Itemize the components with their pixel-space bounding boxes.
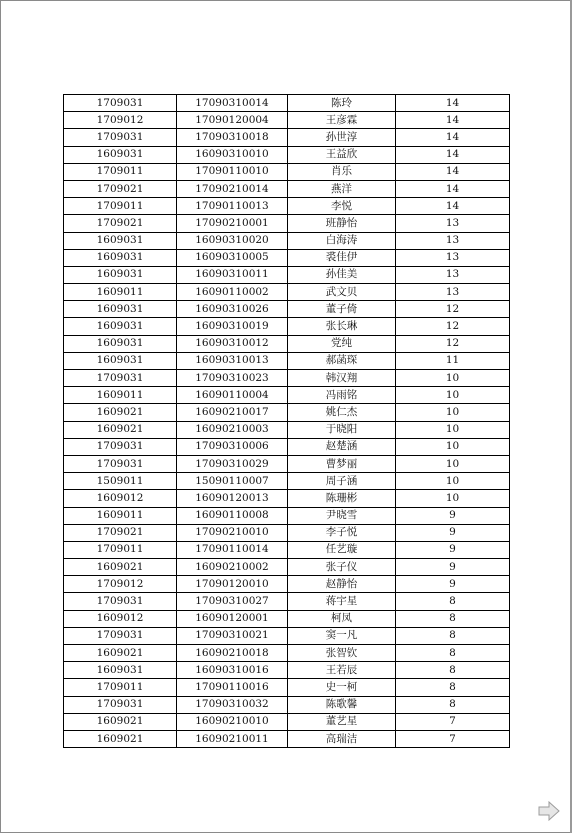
class-code-cell: 1609021 bbox=[64, 730, 177, 747]
score-cell: 9 bbox=[396, 507, 510, 524]
student-name-cell: 韩汉翔 bbox=[288, 370, 396, 387]
student-name-cell: 任艺璇 bbox=[288, 541, 396, 558]
score-cell: 8 bbox=[396, 696, 510, 713]
class-code-cell: 1609031 bbox=[64, 232, 177, 249]
student-name-cell: 孙世淳 bbox=[288, 129, 396, 146]
student-name-cell: 赵静怡 bbox=[288, 576, 396, 593]
student-id-cell: 17090310023 bbox=[177, 370, 288, 387]
table-row bbox=[64, 129, 510, 146]
student-id-cell: 16090210003 bbox=[177, 421, 288, 438]
student-name-cell: 裘佳伊 bbox=[288, 249, 396, 266]
table-row bbox=[64, 610, 510, 627]
student-id-cell: 17090110013 bbox=[177, 198, 288, 215]
score-cell: 10 bbox=[396, 387, 510, 404]
student-name-cell: 张智钦 bbox=[288, 645, 396, 662]
score-cell: 8 bbox=[396, 593, 510, 610]
student-name-cell: 陈玲 bbox=[288, 95, 396, 112]
student-name-cell: 蒋宇星 bbox=[288, 593, 396, 610]
student-name-cell: 肖乐 bbox=[288, 163, 396, 180]
student-name-cell: 李悦 bbox=[288, 198, 396, 215]
student-id-cell: 16090310012 bbox=[177, 335, 288, 352]
score-cell: 13 bbox=[396, 266, 510, 283]
class-code-cell: 1609031 bbox=[64, 335, 177, 352]
table-row bbox=[64, 284, 510, 301]
student-name-cell: 董艺星 bbox=[288, 713, 396, 730]
student-id-cell: 17090310027 bbox=[177, 593, 288, 610]
student-name-cell: 尹晓雪 bbox=[288, 507, 396, 524]
class-code-cell: 1609011 bbox=[64, 284, 177, 301]
student-id-cell: 16090310020 bbox=[177, 232, 288, 249]
student-id-cell: 16090210011 bbox=[177, 730, 288, 747]
student-id-cell: 16090310019 bbox=[177, 318, 288, 335]
class-code-cell: 1709012 bbox=[64, 576, 177, 593]
score-cell: 13 bbox=[396, 249, 510, 266]
class-code-cell: 1709031 bbox=[64, 95, 177, 112]
table-row bbox=[64, 576, 510, 593]
class-code-cell: 1609031 bbox=[64, 352, 177, 369]
class-code-cell: 1609021 bbox=[64, 713, 177, 730]
student-name-cell: 孙佳美 bbox=[288, 266, 396, 283]
score-cell: 12 bbox=[396, 335, 510, 352]
class-code-cell: 1609031 bbox=[64, 662, 177, 679]
class-code-cell: 1609031 bbox=[64, 318, 177, 335]
student-name-cell: 赵楚涵 bbox=[288, 438, 396, 455]
table-row bbox=[64, 404, 510, 421]
class-code-cell: 1609031 bbox=[64, 266, 177, 283]
class-code-cell: 1609021 bbox=[64, 645, 177, 662]
class-code-cell: 1709031 bbox=[64, 696, 177, 713]
table-row bbox=[64, 232, 510, 249]
student-name-cell: 张长琳 bbox=[288, 318, 396, 335]
score-cell: 9 bbox=[396, 559, 510, 576]
student-id-cell: 16090310005 bbox=[177, 249, 288, 266]
table-row bbox=[64, 473, 510, 490]
score-cell: 14 bbox=[396, 180, 510, 197]
table-row bbox=[64, 593, 510, 610]
student-name-cell: 陈歌馨 bbox=[288, 696, 396, 713]
student-id-cell: 17090310006 bbox=[177, 438, 288, 455]
student-name-cell: 王彦霖 bbox=[288, 112, 396, 129]
class-code-cell: 1709021 bbox=[64, 215, 177, 232]
score-cell: 8 bbox=[396, 662, 510, 679]
class-code-cell: 1709031 bbox=[64, 438, 177, 455]
class-code-cell: 1609012 bbox=[64, 610, 177, 627]
class-code-cell: 1709012 bbox=[64, 112, 177, 129]
student-name-cell: 张子仪 bbox=[288, 559, 396, 576]
table-row bbox=[64, 490, 510, 507]
score-cell: 14 bbox=[396, 146, 510, 163]
student-id-cell: 15090110007 bbox=[177, 473, 288, 490]
student-id-cell: 17090210010 bbox=[177, 524, 288, 541]
student-name-cell: 董子倚 bbox=[288, 301, 396, 318]
table-row bbox=[64, 266, 510, 283]
class-code-cell: 1609031 bbox=[64, 301, 177, 318]
score-cell: 14 bbox=[396, 95, 510, 112]
student-name-cell: 于晓阳 bbox=[288, 421, 396, 438]
score-cell: 8 bbox=[396, 627, 510, 644]
class-code-cell: 1709031 bbox=[64, 129, 177, 146]
class-code-cell: 1609031 bbox=[64, 146, 177, 163]
table-row bbox=[64, 198, 510, 215]
score-cell: 9 bbox=[396, 576, 510, 593]
student-id-cell: 17090120004 bbox=[177, 112, 288, 129]
student-id-cell: 16090310016 bbox=[177, 662, 288, 679]
table-row bbox=[64, 95, 510, 112]
student-id-cell: 16090310011 bbox=[177, 266, 288, 283]
student-name-cell: 陈珊彬 bbox=[288, 490, 396, 507]
student-name-cell: 白海涛 bbox=[288, 232, 396, 249]
score-cell: 14 bbox=[396, 129, 510, 146]
table-row bbox=[64, 301, 510, 318]
student-id-cell: 16090110002 bbox=[177, 284, 288, 301]
table-row bbox=[64, 335, 510, 352]
score-cell: 9 bbox=[396, 524, 510, 541]
student-id-cell: 16090310013 bbox=[177, 352, 288, 369]
student-id-cell: 16090210010 bbox=[177, 713, 288, 730]
class-code-cell: 1609011 bbox=[64, 387, 177, 404]
score-cell: 10 bbox=[396, 490, 510, 507]
score-cell: 10 bbox=[396, 404, 510, 421]
table-row bbox=[64, 163, 510, 180]
table-row bbox=[64, 387, 510, 404]
table-row bbox=[64, 112, 510, 129]
table-row bbox=[64, 146, 510, 163]
table-row bbox=[64, 730, 510, 747]
student-name-cell: 李子悦 bbox=[288, 524, 396, 541]
class-code-cell: 1609011 bbox=[64, 507, 177, 524]
score-cell: 10 bbox=[396, 473, 510, 490]
table-row bbox=[64, 507, 510, 524]
class-code-cell: 1609021 bbox=[64, 404, 177, 421]
class-code-cell: 1609021 bbox=[64, 421, 177, 438]
table-row bbox=[64, 627, 510, 644]
table-row bbox=[64, 541, 510, 558]
class-code-cell: 1509011 bbox=[64, 473, 177, 490]
student-id-cell: 17090310021 bbox=[177, 627, 288, 644]
score-cell: 10 bbox=[396, 455, 510, 472]
student-name-cell: 武文贝 bbox=[288, 284, 396, 301]
score-cell: 10 bbox=[396, 421, 510, 438]
student-name-cell: 郝菡琛 bbox=[288, 352, 396, 369]
class-code-cell: 1609012 bbox=[64, 490, 177, 507]
student-name-cell: 周子涵 bbox=[288, 473, 396, 490]
student-id-cell: 17090310014 bbox=[177, 95, 288, 112]
table-row bbox=[64, 318, 510, 335]
class-code-cell: 1709031 bbox=[64, 455, 177, 472]
score-cell: 13 bbox=[396, 284, 510, 301]
table-row bbox=[64, 662, 510, 679]
table-row bbox=[64, 421, 510, 438]
score-cell: 10 bbox=[396, 370, 510, 387]
student-id-cell: 17090110016 bbox=[177, 679, 288, 696]
score-cell: 14 bbox=[396, 112, 510, 129]
class-code-cell: 1709031 bbox=[64, 370, 177, 387]
table-row bbox=[64, 370, 510, 387]
student-id-cell: 16090110004 bbox=[177, 387, 288, 404]
class-code-cell: 1709011 bbox=[64, 163, 177, 180]
student-name-cell: 王益欣 bbox=[288, 146, 396, 163]
student-name-cell: 党纯 bbox=[288, 335, 396, 352]
student-id-cell: 16090110008 bbox=[177, 507, 288, 524]
table-row bbox=[64, 559, 510, 576]
student-id-cell: 16090210002 bbox=[177, 559, 288, 576]
score-cell: 8 bbox=[396, 610, 510, 627]
class-code-cell: 1709011 bbox=[64, 198, 177, 215]
score-table bbox=[63, 94, 510, 748]
student-id-cell: 17090110014 bbox=[177, 541, 288, 558]
class-code-cell: 1609031 bbox=[64, 249, 177, 266]
score-cell: 9 bbox=[396, 541, 510, 558]
class-code-cell: 1709031 bbox=[64, 627, 177, 644]
student-id-cell: 17090310018 bbox=[177, 129, 288, 146]
table-row bbox=[64, 455, 510, 472]
student-name-cell: 燕洋 bbox=[288, 180, 396, 197]
student-name-cell: 冯雨铭 bbox=[288, 387, 396, 404]
arrow-right-icon[interactable] bbox=[538, 801, 560, 821]
class-code-cell: 1609021 bbox=[64, 559, 177, 576]
student-id-cell: 17090210014 bbox=[177, 180, 288, 197]
student-id-cell: 17090310032 bbox=[177, 696, 288, 713]
student-id-cell: 17090120010 bbox=[177, 576, 288, 593]
student-id-cell: 16090210018 bbox=[177, 645, 288, 662]
score-cell: 13 bbox=[396, 215, 510, 232]
student-name-cell: 史一柯 bbox=[288, 679, 396, 696]
score-cell: 8 bbox=[396, 679, 510, 696]
table-row bbox=[64, 696, 510, 713]
student-name-cell: 曹梦丽 bbox=[288, 455, 396, 472]
student-name-cell: 柯凤 bbox=[288, 610, 396, 627]
class-code-cell: 1709011 bbox=[64, 679, 177, 696]
score-cell: 12 bbox=[396, 301, 510, 318]
class-code-cell: 1709031 bbox=[64, 593, 177, 610]
table-row bbox=[64, 249, 510, 266]
score-cell: 13 bbox=[396, 232, 510, 249]
class-code-cell: 1709021 bbox=[64, 524, 177, 541]
student-id-cell: 16090310010 bbox=[177, 146, 288, 163]
table-row bbox=[64, 679, 510, 696]
table-row bbox=[64, 713, 510, 730]
score-cell: 10 bbox=[396, 438, 510, 455]
score-table-body bbox=[64, 95, 510, 748]
student-name-cell: 姚仁杰 bbox=[288, 404, 396, 421]
score-cell: 14 bbox=[396, 198, 510, 215]
student-id-cell: 16090120001 bbox=[177, 610, 288, 627]
class-code-cell: 1709021 bbox=[64, 180, 177, 197]
student-id-cell: 17090110010 bbox=[177, 163, 288, 180]
table-row bbox=[64, 524, 510, 541]
student-id-cell: 17090210001 bbox=[177, 215, 288, 232]
score-cell: 12 bbox=[396, 318, 510, 335]
score-cell: 7 bbox=[396, 713, 510, 730]
score-cell: 14 bbox=[396, 163, 510, 180]
student-name-cell: 高瑞洁 bbox=[288, 730, 396, 747]
student-id-cell: 16090210017 bbox=[177, 404, 288, 421]
score-cell: 7 bbox=[396, 730, 510, 747]
table-row bbox=[64, 352, 510, 369]
table-row bbox=[64, 215, 510, 232]
student-id-cell: 16090120013 bbox=[177, 490, 288, 507]
student-name-cell: 王若辰 bbox=[288, 662, 396, 679]
score-cell: 8 bbox=[396, 645, 510, 662]
student-id-cell: 17090310029 bbox=[177, 455, 288, 472]
student-id-cell: 16090310026 bbox=[177, 301, 288, 318]
student-name-cell: 班静怡 bbox=[288, 215, 396, 232]
score-cell: 11 bbox=[396, 352, 510, 369]
table-row bbox=[64, 645, 510, 662]
student-name-cell: 窦一凡 bbox=[288, 627, 396, 644]
class-code-cell: 1709011 bbox=[64, 541, 177, 558]
table-row bbox=[64, 180, 510, 197]
table-row bbox=[64, 438, 510, 455]
